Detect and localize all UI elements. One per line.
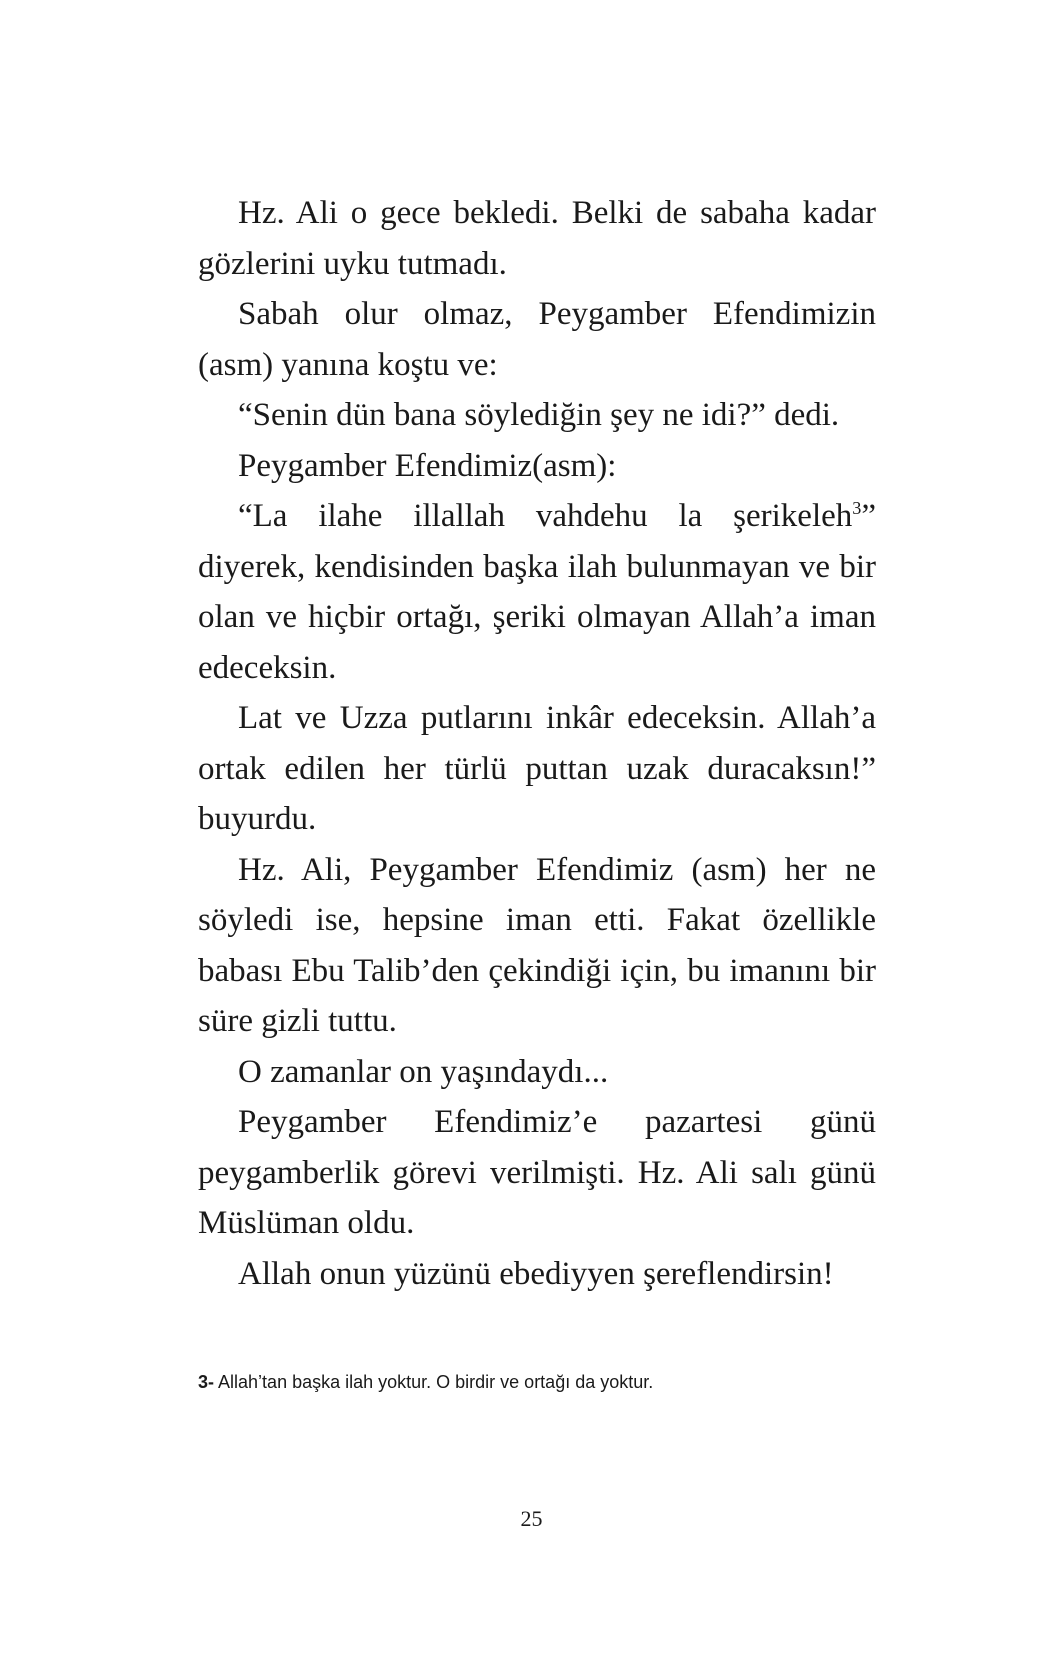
paragraph-with-footnote-ref	[198, 491, 876, 693]
paragraph-text: ” diyerek, kendisinden başka ilah bulunmayan ve bir olan ve hiçbir ortağı, şeriki olmayan Allah’a iman edeceksin.	[198, 498, 876, 686]
paragraph: Lat ve Uzza putlarını inkâr edeceksin. Allah’a ortak edilen her türlü puttan uzak duracaksın!” buyurdu.	[198, 700, 876, 837]
paragraph: Hz. Ali, Peygamber Efendimiz (asm) her ne söyledi ise, hepsine iman etti. Fakat özellikle babası Ebu Talib’den çekindiği için, bu imanını bir süre gizli tuttu.	[198, 851, 876, 1039]
footnote-number: 3-	[198, 1372, 215, 1392]
paragraph: “Senin dün bana söylediğin şey ne idi?” dedi.	[238, 397, 840, 433]
paragraph: Peygamber Efendimiz(asm):	[238, 447, 617, 484]
paragraph-text: “La ilahe illallah vahdehu la şerikeleh	[238, 498, 853, 534]
paragraph: O zamanlar on yaşındaydı...	[238, 1053, 609, 1090]
footnote-text: Allah’tan başka ilah yoktur. O birdir ve ortağı da yoktur.	[218, 1372, 654, 1392]
body-text	[198, 188, 876, 1299]
paragraph: Sabah olur olmaz, Peygamber Efendimizin (asm) yanına koştu ve:	[198, 296, 876, 383]
paragraph: Allah onun yüzünü ebediyyen şereflendirsin!	[238, 1255, 834, 1292]
footnote-reference: 3	[852, 498, 862, 518]
paragraph: Hz. Ali o gece bekledi. Belki de sabaha kadar gözlerini uyku tutmadı.	[198, 195, 876, 282]
paragraph: Peygamber Efendimiz’e pazartesi günü peygamberlik görevi verilmişti. Hz. Ali salı günü Müslüman oldu.	[198, 1104, 876, 1241]
footnote	[198, 1370, 898, 1394]
page-number: 25	[520, 1506, 543, 1531]
